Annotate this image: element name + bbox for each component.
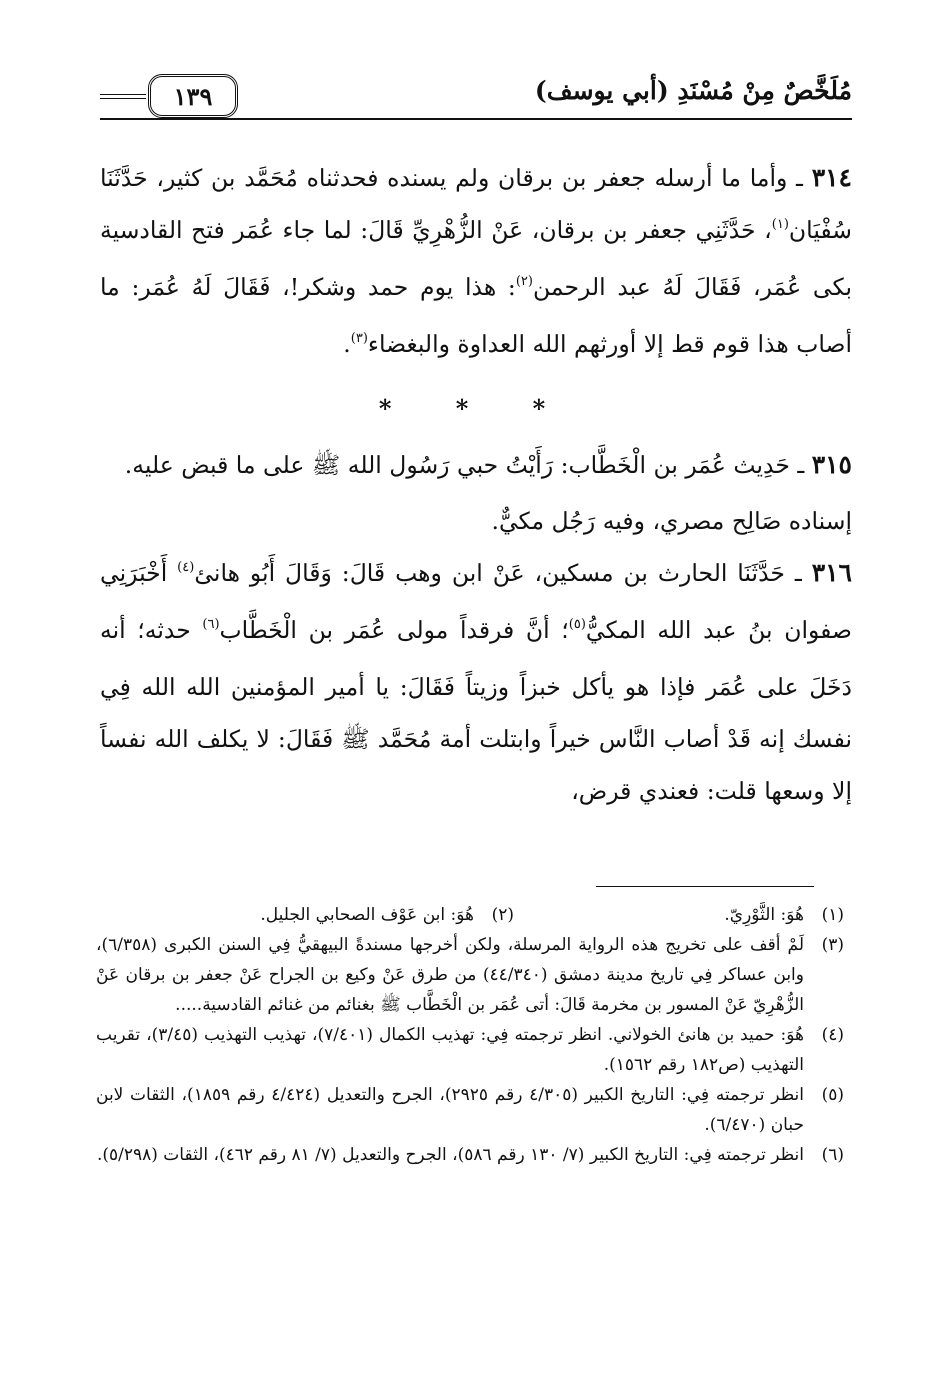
hadith-text: ـ وأما ما أرسله جعفر بن برقان ولم يسنده فحدثناه مُحَمَّد بن كثير، حَدَّثَنَا سُفْيَان: [100, 164, 852, 244]
footnote-4: [96, 1020, 844, 1080]
footnote-ref: (١): [771, 217, 789, 232]
footnote-label: (١): [821, 905, 844, 925]
footnote-label: (٤): [821, 1025, 844, 1045]
footnote-label: (٥): [821, 1085, 844, 1105]
footnote-ref: (٥): [568, 617, 586, 632]
hadith-text: ؛ أنَّ فرقداً مولى عُمَر بن الْخَطَّاب: [219, 616, 569, 644]
footnote-text: انظر ترجمته فِي: التاريخ الكبير (٧/ ١٣٠ رقم ٥٨٦)، الجرح والتعديل (٧/ ٨١ رقم ٤٦٢)، الثقات (٥/٢٩٨).: [96, 1145, 804, 1165]
footnote-text: لَمْ أقف على تخريج هذه الرواية المرسلة، ولكن أخرجها مسندةً البيهقيُّ فِي السنن الكبرى (٦/٣٥٨)، وابن عساكر فِي تاريخ مدينة دمشق (٤٤/٣٤٠) من طرق عَنْ وكيع بن الجراح عَنْ جعفر بن برقان عَنْ الزُّهْرِيّ عَنْ المسور بن مخرمة قَالَ: أتى عُمَر بن الْخَطَّاب ﷺ بغنائم من غنائم القادسية.....: [96, 935, 804, 1015]
header-rule: [100, 118, 852, 120]
footnote-ref: (٢): [515, 274, 533, 289]
hadith-text: .: [343, 330, 351, 358]
hadith-number: ٣١٦: [811, 558, 852, 587]
isnad-note: إسناده صَالِح مصري، وفيه رَجُل مكيٌّ.: [491, 507, 852, 535]
page-header: [100, 68, 852, 128]
page-number: ١٣٩: [173, 81, 213, 111]
hadith-number: ٣١٥: [811, 450, 852, 479]
section-separator: * * *: [378, 394, 574, 423]
footnote-row: [96, 900, 844, 930]
hadith-316: [100, 547, 852, 817]
footnote-label: (٢): [491, 905, 514, 925]
footnote-text: هُوَ: ابن عَوْف الصحابي الجليل.: [260, 905, 474, 925]
footnote-5: [96, 1080, 844, 1140]
footnote-label: (٣): [821, 935, 844, 955]
footnote-2: [184, 900, 514, 930]
footnotes: [96, 900, 844, 1170]
running-title: مُلَخَّصٌ مِنْ مُسْنَدِ (أبي يوسف): [534, 76, 852, 105]
hadith-315: [100, 439, 852, 491]
footnote-separator: [596, 886, 814, 887]
hadith-text: حدثه؛ أنه دَخَلَ على عُمَر فإذا هو يأكل خبزاً وزيتاً فَقَالَ: يا أمير المؤمنين الله الله فِي نفسك إنه قَدْ أصاب النَّاس خيراً وابتلت أمة مُحَمَّد ﷺ فَقَالَ: لا يكلف الله نفساً إلا وسعها قلت: فعندي قرض،: [100, 616, 852, 805]
main-text: [100, 152, 852, 817]
hadith-314: [100, 152, 852, 375]
hadith-text: : هذا يوم حمد وشكر!، فَقَالَ لَهُ عُمَر: ما أصاب هذا قوم قط إلا أورثهم الله العداوة والبغضاء: [100, 273, 852, 358]
hadith-text: ـ حَدَّثَنَا الحارث بن مسكين، عَنْ ابن وهب قَالَ: وَقَالَ أَبُو هانئ: [194, 559, 802, 587]
footnote-6: [96, 1140, 844, 1170]
footnote-ref: (٤): [177, 560, 195, 575]
footnote-1: [514, 900, 844, 930]
footnote-ref: (٦): [202, 617, 220, 632]
header-ornament-rule: [100, 94, 146, 99]
footnote-text: انظر ترجمته فِي: التاريخ الكبير (٤/٣٠٥ رقم ٢٩٢٥)، الجرح والتعديل (٤/٤٢٤ رقم ١٨٥٩)، الثقات لابن حبان (٦/٤٧٠).: [96, 1085, 804, 1135]
footnote-ref: (٣): [350, 331, 368, 346]
footnote-text: هُوَ: الثَّوْرِيّ.: [724, 905, 804, 925]
hadith-text: ـ حَدِيث عُمَر بن الْخَطَّاب: رَأَيْتُ حبي رَسُول الله ﷺ على ما قبض عليه.: [124, 451, 805, 479]
page-number-frame: [148, 74, 238, 118]
hadith-text: ، حَدَّثَنِي جعفر بن برقان، عَنْ الزُّهْرِيِّ قَالَ: لما جاء عُمَر فتح القادسية بكى عُمَر، فَقَالَ لَهُ عبد الرحمن: [100, 216, 852, 301]
footnote-text: هُوَ: حميد بن هانئ الخولاني. انظر ترجمته فِي: تهذيب الكمال (٧/٤٠١)، تهذيب التهذيب (٣/٤٥)، تقريب التهذيب (ص١٨٢ رقم ١٥٦٢).: [96, 1025, 804, 1075]
hadith-number: ٣١٤: [811, 163, 852, 192]
footnote-label: (٦): [821, 1145, 844, 1165]
hadith-text: أَخْبَرَنِي صفوان بنُ عبد الله المكيُّ: [100, 559, 852, 644]
footnote-3: [96, 930, 844, 1020]
